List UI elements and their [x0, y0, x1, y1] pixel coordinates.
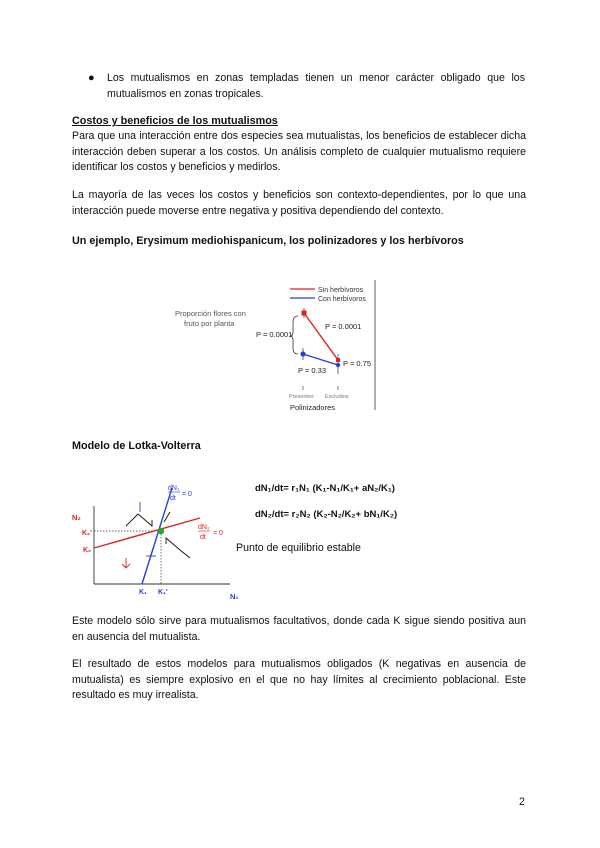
equilibrium-point: [158, 528, 164, 534]
after-paragraph-2: El resultado de estos modelos para mutualismos obligados (K negativas en ausencia de mutualista) es siempre explosivo en el que no hay límites al crecimiento poblacional. Este resultado es muy irrealista.: [72, 658, 526, 702]
equilibrium-label: Punto de equilibrio estable: [236, 542, 361, 554]
point-red-right: [336, 358, 340, 362]
equation-1: dN₁/dt= r₁N₁ (K₁-N₁/K₁+ aN₂/K₁): [255, 483, 395, 494]
x-axis-label: N₁: [230, 592, 239, 601]
isocline-n1: [142, 488, 172, 584]
p-value-top: P = 0.0001: [325, 322, 362, 331]
section-heading-example: Un ejemplo, Erysimum mediohispanicum, los polinizadores y los herbívoros: [72, 235, 464, 247]
k2-label: K₂: [83, 547, 92, 554]
pollinator-herbivore-figure: [170, 270, 410, 420]
legend-blue-label: Con herbívoros: [318, 296, 366, 303]
series-red-line: [304, 313, 338, 360]
point-blue-right: [336, 363, 340, 367]
k1-prime-label: K₁': [158, 589, 168, 596]
p-value-right: P = 0.75: [343, 359, 372, 368]
bullet-text: Los mutualismos en zonas templadas tienen un menor carácter obligado que los mutualismos en zonas tropicales.: [107, 72, 525, 100]
series-blue-line: [303, 354, 338, 365]
equation-2: dN₂/dt= r₂N₂ (K₂-N₂/K₂+ bN₁/K₂): [255, 509, 398, 520]
costs-paragraph-1: Para que una interacción entre dos especies sea mutualistas, los beneficios de establecer dicha interacción deben superar a los costos. Un análisis completo de cualquier mutualismo requiere identificar los costos y beneficios y medirlos.: [72, 130, 526, 174]
point-red-left: [302, 311, 307, 316]
page-number: 2: [519, 796, 525, 808]
isocline-n2: [94, 518, 200, 548]
trajectory-arrows: [122, 502, 190, 568]
k2-prime-label: K₂': [82, 530, 92, 537]
y-axis-label: N₂: [72, 513, 81, 522]
figure1-ylabel-line1: Proporción flores con: [175, 309, 246, 318]
figure1-ylabel-line2: fruto por planta: [184, 319, 235, 328]
bullet-marker: ●: [88, 72, 95, 84]
section-heading-costs: Costos y beneficios de los mutualismos: [72, 115, 278, 127]
label-dn2-eq: = 0: [213, 530, 223, 537]
k1-label: K₁: [139, 589, 147, 596]
label-dn1-num: dN₁: [168, 485, 180, 492]
costs-paragraph-2: La mayoría de las veces los costos y beneficios son contexto-dependientes, por lo que una interacción puede moverse entre negativa y positiva dependiendo del contexto.: [72, 189, 526, 217]
lotka-volterra-figure: [72, 478, 250, 603]
p-value-left: P = 0.0001: [256, 330, 293, 339]
legend-red-label: Sin herbívoros: [318, 287, 364, 294]
figure1-xlabel: Polinizadores: [290, 403, 336, 412]
after-paragraph-1: Este modelo sólo sirve para mutualismos facultativos, donde cada K sigue siendo positiva aun en ausencia del mutualista.: [72, 615, 526, 643]
label-dn1-eq: = 0: [182, 491, 192, 498]
section-heading-lotka: Modelo de Lotka-Volterra: [72, 440, 201, 452]
point-blue-left: [300, 351, 305, 356]
label-dn2-num: dN₂: [198, 524, 210, 531]
x-tick-label-left: Presentes: [289, 394, 314, 400]
label-dn1-den: dt: [170, 495, 176, 502]
p-value-bottom: P = 0.33: [298, 366, 327, 375]
label-dn2-den: dt: [200, 534, 206, 541]
x-tick-label-right: Excluidos: [325, 394, 349, 400]
